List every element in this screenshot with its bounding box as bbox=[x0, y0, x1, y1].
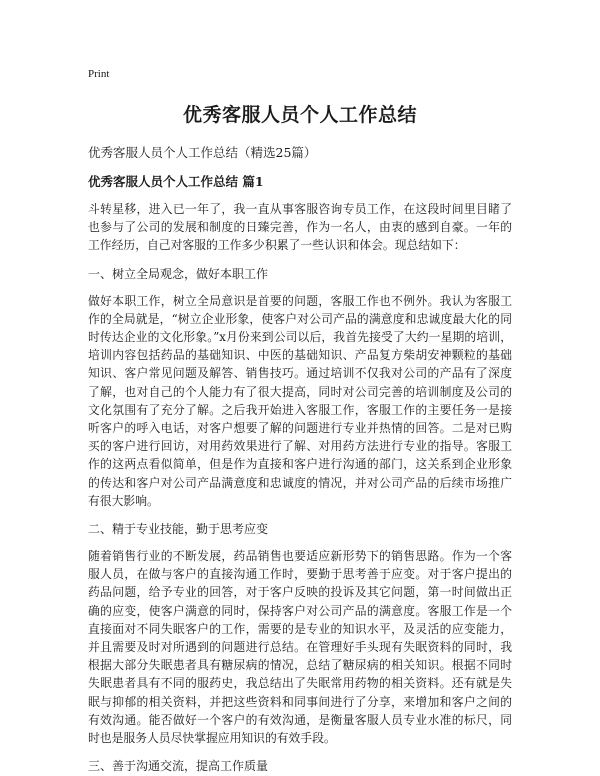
point-heading-2: 二、精于专业技能，勤于思考应变 bbox=[88, 522, 269, 537]
print-label: Print bbox=[88, 68, 110, 80]
paragraph-1: 做好本职工作，树立全局意识是首要的问题，客服工作也不例外。我认为客服工作的全局就是，“树立企业形象，使客户对公司产品的满意度和忠诚度最大化的同时传达企业的文化形象。”x月份来到公司以后，我首先接受了大约一星期的培训，培训内容包括药品的基础知识、中医的基础知识、产品复方柴胡安神颗粒的基础知识、客户常见问题及解答、销售技巧。通过培训不仅我对公司的产品有了深度了解，也对自己的个人能力有了很大提高，同时对公司完善的培训制度及公司的文化氛围有了充分了解。之后我开始进入客服工作，客服工作的主要任务一是接听客户的呼入电话，对客户想要了解的问题进行专业并热情的回答。二是对已购买的客户进行回访，对用药效果进行了解、对用药方法进行专业的指导。客服工作的这两点看似简单，但是作为直接和客户进行沟通的部门，这关系到企业形象的传达和客户对公司产品满意度和忠诚度的情况，并对公司产品的后续市场推广有很大影响。 bbox=[88, 293, 512, 508]
section-heading: 优秀客服人员个人工作总结 篇1 bbox=[88, 174, 264, 189]
intro-paragraph: 斗转星移，进入已一年了，我一直从事客服咨询专员工作，在这段时间里目睹了也参与了公司的发展和制度的日臻完善，作为一名人，由衷的感到自豪。一年的工作经历，自己对客服的工作多少积累了一些认识和体会。现总结如下： bbox=[88, 202, 512, 253]
paragraph-2: 随着销售行业的不断发展，药品销售也要适应新形势下的销售思路。作为一个客服人员，在做与客户的直接沟通工作时，要勤于思考善于应变。对于客户提出的药品问题，给予专业的回答，对于客户反映的投诉及其它问题，第一时间做出正确的应变，使客户满意的同时，保持客户对公司产品的满意度。客服工作是一个直接面对不同失眠客户的工作，需要的是专业的知识水平，及灵活的应变能力，并且需要及时对所遇到的问题进行总结。在管理好手头现有失眠资料的同时，我根据大部分失眠患者具有糖尿病的情况，总结了糖尿病的相关知识。根据不同时失眠患者具有不同的服药史，我总结出了失眠常用药物的相关资料。还有就是失眠与抑郁的相关资料，并把这些资料和同事间进行了分享，来增加和客户之间的有效沟通。能否做好一个客户的有效沟通，是衡量客服人员专业水准的标尺，同时也是服务人员尽快掌握应用知识的有效手段。 bbox=[88, 549, 512, 746]
point-heading-1: 一、树立全局观念，做好本职工作 bbox=[88, 266, 269, 281]
document-subtitle: 优秀客服人员个人工作总结（精选25篇） bbox=[88, 145, 317, 160]
document-title: 优秀客服人员个人工作总结 bbox=[182, 104, 417, 126]
point-heading-3: 三、善于沟通交流，提高工作质量 bbox=[88, 759, 269, 774]
